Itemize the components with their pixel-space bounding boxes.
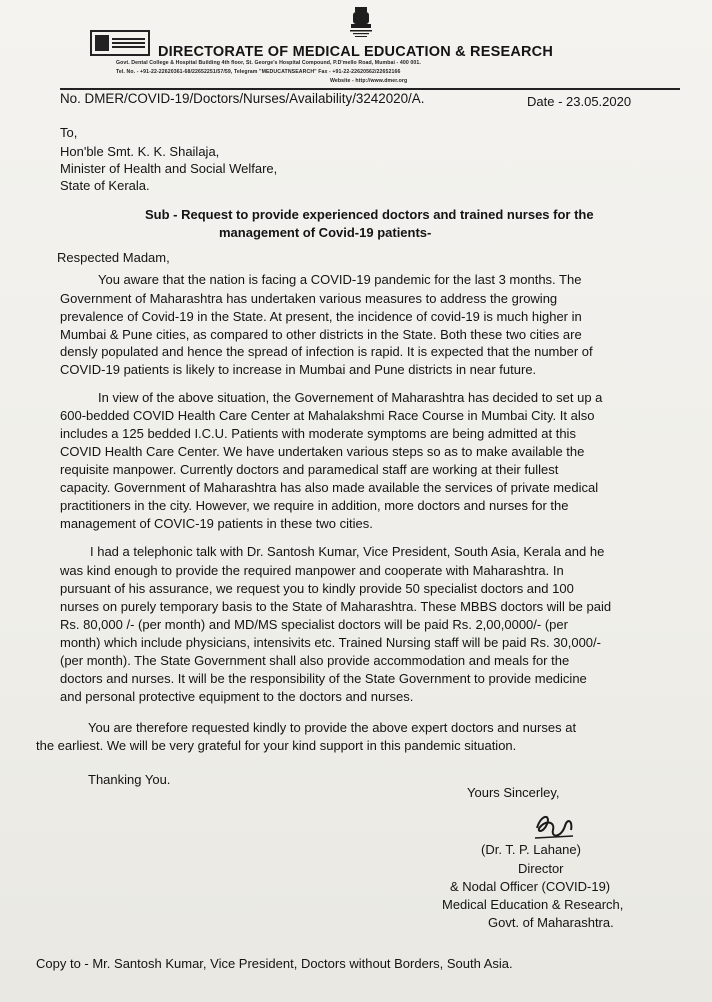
paragraph-line: COVID-19 patients is likely to increase in Mumbai and Pune districts in near future.	[60, 362, 537, 377]
closing-phrase: Yours Sincerley,	[467, 785, 560, 800]
paragraph-line: and personal protective equipment to the doctors and nurses.	[60, 689, 414, 704]
paragraph-line: the earliest. We will be very grateful for your kind support in this pandemic situation.	[36, 738, 517, 753]
website-line: Website - http://www.dmer.org	[330, 78, 408, 84]
paragraph-line: requisite manpower. Currently doctors and paramedical staff are working at their fullest	[60, 462, 559, 477]
recipient-designation: Minister of Health and Social Welfare,	[60, 161, 278, 176]
paragraph-line: (per month). The State Government shall also provide accommodation and meals for the	[60, 653, 570, 668]
contact-line: Tel. No. - +91-22-22620361-68/22652251/57/59, Telegram "MEDUCATNSEARCH" Fax - +91-22-22620562/22652166	[116, 69, 401, 75]
paragraph-line: You aware that the nation is facing a COVID-19 pandemic for the last 3 months. The	[98, 272, 582, 287]
copy-to-line: Copy to - Mr. Santosh Kumar, Vice President, Doctors without Borders, South Asia.	[36, 956, 513, 971]
paragraph-line: pursuant of his assurance, we request you to kindly provide 50 specialist doctors and 100	[60, 581, 574, 596]
address-line: Govt. Dental College & Hospital Building 4th floor, St. George's Hospital Compound, P.D'mello Road, Mumbai - 400 001.	[116, 60, 421, 66]
paragraph-line: I had a telephonic talk with Dr. Santosh Kumar, Vice President, South Asia, Kerala and he	[90, 544, 605, 559]
recipient-state: State of Kerala.	[60, 178, 150, 193]
paragraph-line: nurses on purely temporary basis to the State of Maharashtra. These MBBS doctors will be paid	[60, 599, 612, 614]
signatory-department: Medical Education & Research,	[442, 897, 624, 912]
salutation: Respected Madam,	[57, 250, 170, 265]
paragraph-line: month) which include physicians, intensivits etc. Trained Nursing staff will be paid Rs. 30,000/-	[60, 635, 601, 650]
paragraph-line: COVID Health Care Center. We have undertaken various steps so as to make available the	[60, 444, 585, 459]
reference-number: No. DMER/COVID-19/Doctors/Nurses/Availability/3242020/A.	[60, 91, 425, 106]
organization-name: DIRECTORATE OF MEDICAL EDUCATION & RESEARCH	[158, 44, 554, 60]
signatory-title-nodal: & Nodal Officer (COVID-19)	[450, 879, 611, 894]
paragraph-line: doctors and nurses. It will be the responsibility of the State Government to provide medicine	[60, 671, 587, 686]
paragraph-line: densly populated and hence the spread of infection is rapid. It is expected that the number of	[60, 344, 593, 359]
paragraph-line: was kind enough to provide the required manpower and cooperate with Maharashtra. In	[60, 563, 564, 578]
paragraph-line: In view of the above situation, the Governement of Maharashtra has decided to set up a	[98, 390, 603, 405]
signatory-government: Govt. of Maharashtra.	[488, 915, 614, 930]
thanking-note: Thanking You.	[88, 772, 171, 787]
header-rule	[60, 88, 680, 90]
subject-line-2: management of Covid-19 patients-	[219, 225, 432, 240]
paragraph-line: management of COVIC-19 patients in these two cities.	[60, 516, 373, 531]
paragraph-line: Mumbai & Pune cities, as compared to other districts in the State. Both these two cities are	[60, 327, 582, 342]
recipient-name: Hon'ble Smt. K. K. Shailaja,	[60, 144, 220, 159]
signatory-name: (Dr. T. P. Lahane)	[481, 842, 581, 857]
signatory-title-director: Director	[518, 861, 564, 876]
paragraph-line: Rs. 80,000 /- (per month) and MD/MS specialist doctors will be paid Rs. 2,00,0000/- (per	[60, 617, 568, 632]
paragraph-line: practitioners in the city. However, we require in addition, more doctors and nurses for the	[60, 498, 569, 513]
recipient-to: To,	[60, 125, 78, 140]
letter-date: Date - 23.05.2020	[527, 94, 632, 109]
paragraph-line: capacity. Government of Maharashtra has also made available the services of private medical	[60, 480, 599, 495]
state-emblem-icon	[346, 5, 376, 39]
department-logo-icon	[90, 30, 150, 56]
paragraph-line: Government of Maharashtra has undertaken various measures to address the growing	[60, 291, 558, 306]
handwritten-signature	[531, 808, 577, 844]
paragraph-line: prevalence of Covid-19 in the State. At present, the incidence of covid-19 is much higher in	[60, 309, 582, 324]
paragraph-line: includes a 125 bedded I.C.U. Patients with moderate symptoms are being admitted at this	[60, 426, 576, 441]
paragraph-line: You are therefore requested kindly to provide the above expert doctors and nurses at	[88, 720, 577, 735]
paragraph-line: 600-bedded COVID Health Care Center at Mahalakshmi Race Course in Mumbai City. It also	[60, 408, 595, 423]
subject-line-1: Sub - Request to provide experienced doctors and trained nurses for the	[145, 207, 594, 222]
